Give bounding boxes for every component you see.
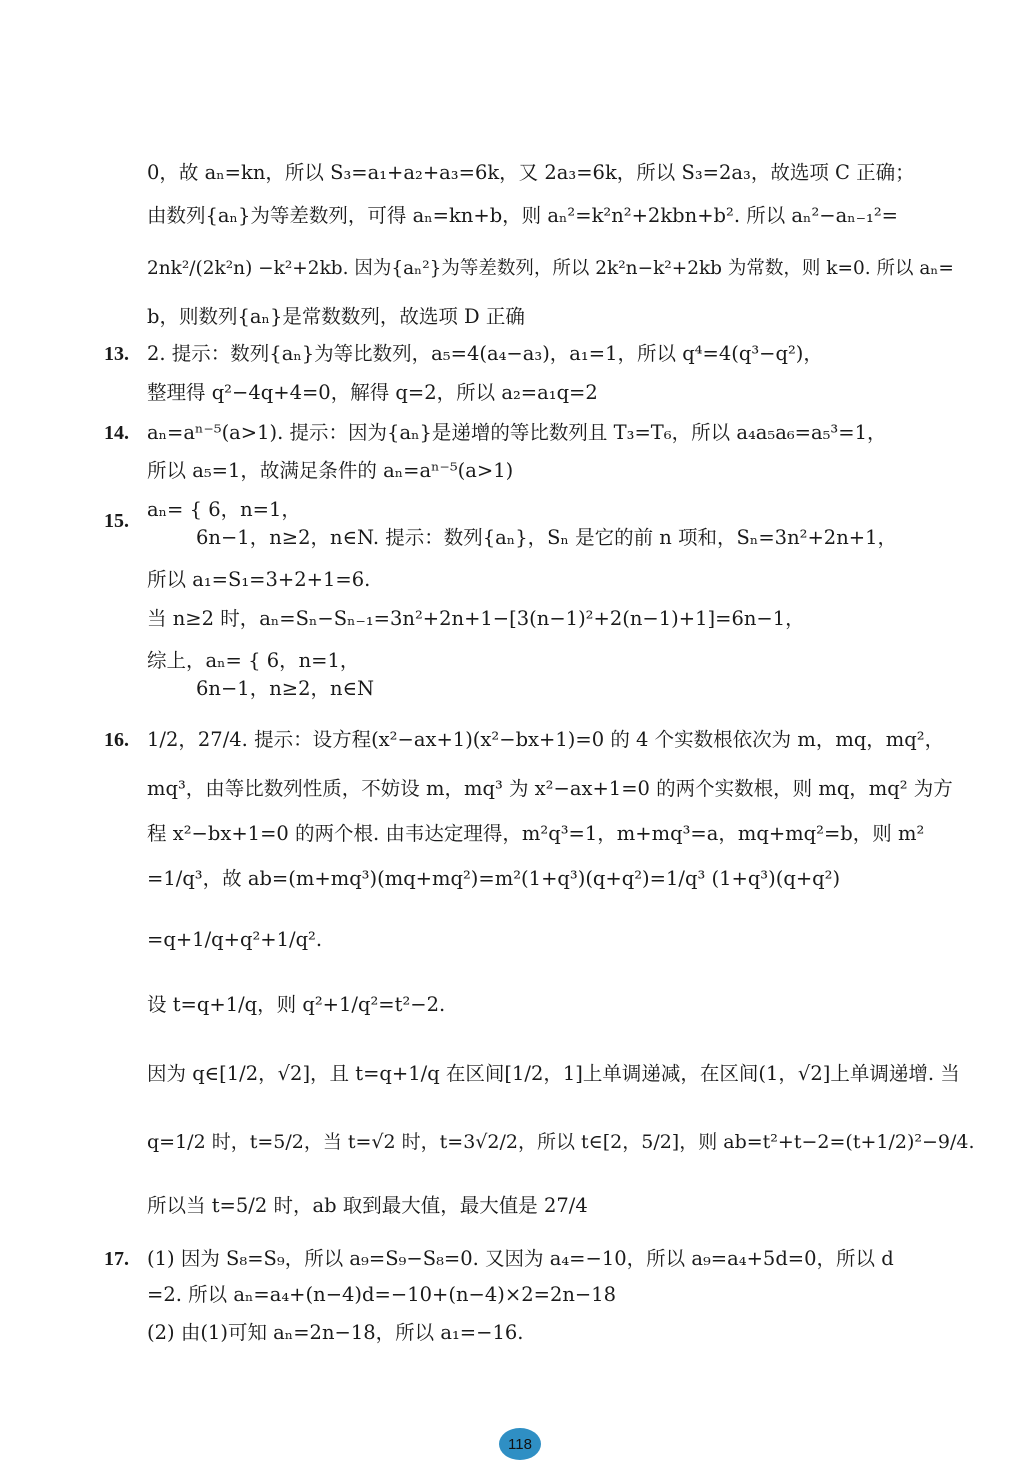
text-line: 因为 q∈[1/2，√2]，且 t=q+1/q 在区间[1/2，1]上单调递减，在区间(1，√2]上单调递增. 当 <box>147 1062 960 1085</box>
problem-number: 17. <box>104 1248 129 1270</box>
text-line: =q+1/q+q²+1/q². <box>147 928 323 951</box>
page-number-badge: 118 <box>499 1428 541 1460</box>
text-line: 所以 a₁=S₁=3+2+1=6. <box>147 568 371 591</box>
text-line: 综上，aₙ= { 6，n=1， <box>147 649 360 672</box>
text-line: 2nk²/(2k²n) −k²+2kb. 因为{aₙ²}为等差数列，所以 2k²n−k²+2kb 为常数，则 k=0. 所以 aₙ= <box>147 258 954 279</box>
problem-number: 15. <box>104 510 129 532</box>
text-line: 2. 提示：数列{aₙ}为等比数列，a₅=4(a₄−a₃)，a₁=1，所以 q⁴=4(q³−q²)， <box>147 342 823 365</box>
text-line: 由数列{aₙ}为等差数列，可得 aₙ=kn+b，则 aₙ²=k²n²+2kbn+b². 所以 aₙ²−aₙ₋₁²= <box>147 204 898 227</box>
text-line: 所以 a₅=1，故满足条件的 aₙ=aⁿ⁻⁵(a>1) <box>147 459 514 482</box>
text-line: 当 n≥2 时，aₙ=Sₙ−Sₙ₋₁=3n²+2n+1−[3(n−1)²+2(n−1)+1]=6n−1， <box>147 607 805 630</box>
text-line: 6n−1，n≥2，n∈N <box>196 677 375 700</box>
text-line: 设 t=q+1/q，则 q²+1/q²=t²−2. <box>147 993 446 1016</box>
text-line: (1) 因为 S₈=S₉，所以 a₉=S₉−S₈=0. 又因为 a₄=−10，所以 a₉=a₄+5d=0，所以 d <box>147 1247 894 1270</box>
text-line: 所以当 t=5/2 时，ab 取到最大值，最大值是 27/4 <box>147 1194 588 1217</box>
problem-number: 14. <box>104 422 129 444</box>
text-line: =1/q³，故 ab=(m+mq³)(mq+mq²)=m²(1+q³)(q+q²)=1/q³ (1+q³)(q+q²) <box>147 867 841 890</box>
problem-number: 13. <box>104 343 129 365</box>
text-line: 1/2，27/4. 提示：设方程(x²−ax+1)(x²−bx+1)=0 的 4 个实数根依次为 m，mq，mq²， <box>147 728 945 751</box>
problem-number: 16. <box>104 729 129 751</box>
text-line: =2. 所以 aₙ=a₄+(n−4)d=−10+(n−4)×2=2n−18 <box>147 1283 617 1306</box>
text-line: 6n−1，n≥2，n∈N. 提示：数列{aₙ}，Sₙ 是它的前 n 项和，Sₙ=3n²+2n+1， <box>196 526 898 549</box>
text-line: aₙ=aⁿ⁻⁵(a>1). 提示：因为{aₙ}是递增的等比数列且 T₃=T₆，所以 a₄a₅a₆=a₅³=1， <box>147 421 887 444</box>
text-line: b，则数列{aₙ}是常数数列，故选项 D 正确 <box>147 305 525 328</box>
text-line: mq³，由等比数列性质，不妨设 m，mq³ 为 x²−ax+1=0 的两个实数根，则 mq，mq² 为方 <box>147 777 953 800</box>
text-line: 整理得 q²−4q+4=0，解得 q=2，所以 a₂=a₁q=2 <box>147 381 598 404</box>
text-line: 0，故 aₙ=kn，所以 S₃=a₁+a₂+a₃=6k，又 2a₃=6k，所以 S₃=2a₃，故选项 C 正确； <box>147 161 915 184</box>
text-line: aₙ= { 6，n=1， <box>147 498 301 521</box>
text-line: 程 x²−bx+1=0 的两个根. 由韦达定理得，m²q³=1，m+mq³=a，mq+mq²=b，则 m² <box>147 822 925 845</box>
text-line: (2) 由(1)可知 aₙ=2n−18，所以 a₁=−16. <box>147 1321 524 1344</box>
text-line: q=1/2 时，t=5/2，当 t=√2 时，t=3√2/2，所以 t∈[2，5/2]，则 ab=t²+t−2=(t+1/2)²−9/4. <box>147 1131 975 1153</box>
